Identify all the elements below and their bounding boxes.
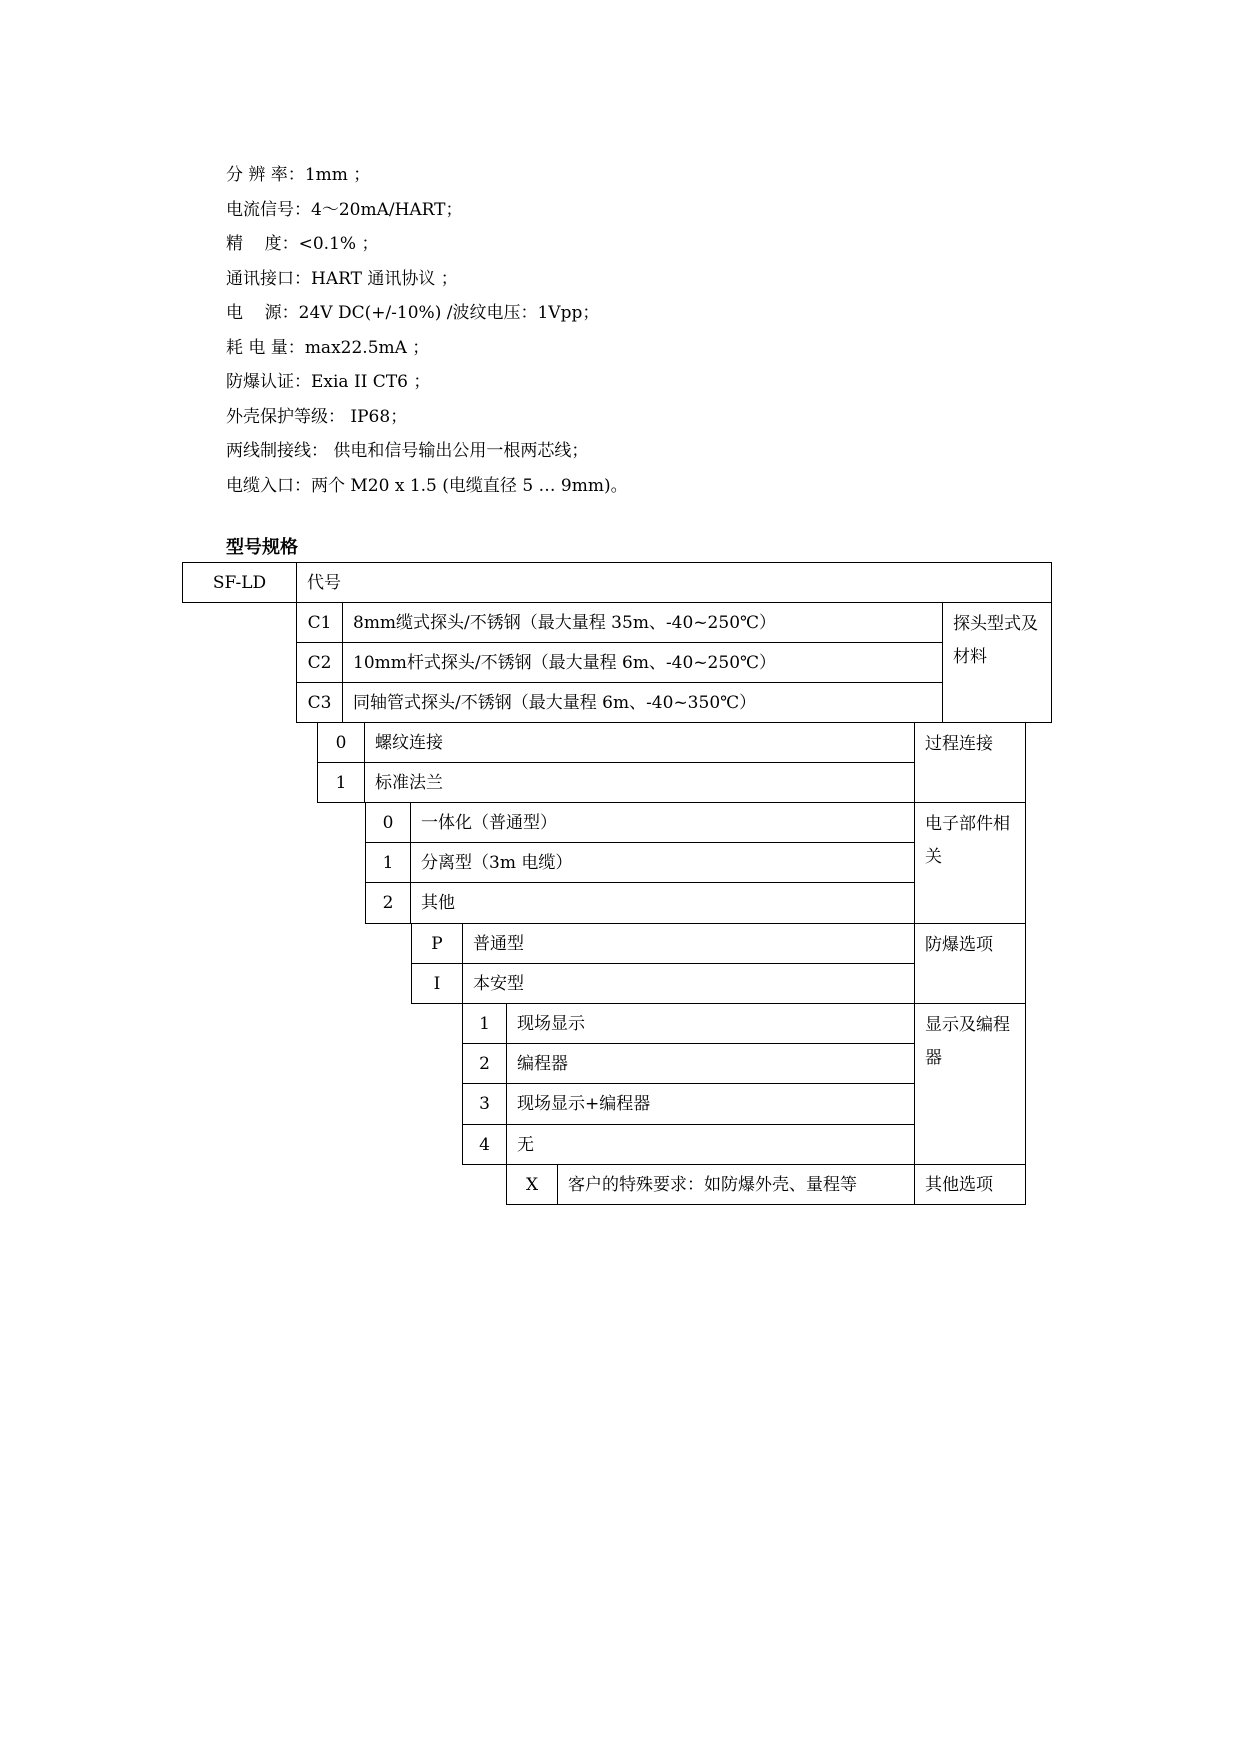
option-text: 同轴管式探头/不锈钢（最大量程 6m、-40~350℃） [342, 682, 943, 723]
option-text: 现场显示+编程器 [506, 1083, 915, 1125]
spec-label: 两线制接线： [226, 441, 328, 461]
spec-label: 分 辨 率： [226, 165, 305, 185]
option-code: 0 [365, 802, 411, 843]
category-cell-display-programmer: 显示及编程器 [914, 1003, 1026, 1165]
option-code: I [411, 963, 463, 1004]
spec-value: max22.5mA ； [304, 337, 430, 358]
spec-value: 供电和信号输出公用一根两芯线； [328, 441, 589, 461]
spec-item [226, 296, 628, 331]
option-text: 分离型（3m 电缆） [410, 842, 915, 883]
option-text: 客户的特殊要求：如防爆外壳、量程等 [557, 1164, 915, 1205]
model-header-cell: 代号 [296, 562, 1052, 603]
spec-label: 通讯接口： [226, 268, 311, 289]
spec-value: 24V DC(+/-10%) /波纹电压：1Vpp； [298, 303, 600, 323]
spec-item [226, 434, 628, 469]
spec-value: HART 通讯协议 ； [311, 268, 458, 289]
option-code: 2 [462, 1043, 507, 1084]
spec-value: Exia II CT6 ； [311, 372, 431, 392]
spec-value: 1mm ； [304, 165, 371, 185]
spec-list [226, 158, 628, 503]
spec-label: 防爆认证： [226, 372, 311, 392]
option-code: 1 [365, 842, 411, 883]
spec-value: 4～20mA/HART； [311, 199, 463, 220]
spec-value: 两个 M20 x 1.5 (电缆直径 5 … 9mm)。 [311, 475, 628, 496]
option-code: 4 [462, 1124, 507, 1165]
option-code: 3 [462, 1083, 507, 1125]
option-code: P [411, 923, 463, 964]
option-text: 本安型 [462, 963, 915, 1004]
spec-item [226, 365, 628, 400]
spec-item [226, 158, 628, 193]
option-text: 普通型 [462, 923, 915, 964]
category-cell-process-connection: 过程连接 [914, 722, 1026, 803]
spec-item [226, 227, 628, 262]
option-code: X [506, 1164, 558, 1205]
option-text: 8mm缆式探头/不锈钢（最大量程 35m、-40~250℃） [342, 602, 943, 643]
option-text: 其他 [410, 882, 915, 924]
option-text: 无 [506, 1124, 915, 1165]
spec-item [226, 469, 628, 504]
option-text: 标准法兰 [364, 762, 915, 803]
option-text: 现场显示 [506, 1003, 915, 1044]
option-code: 0 [317, 722, 365, 763]
category-cell-explosion-protection: 防爆选项 [914, 923, 1026, 1004]
option-text: 一体化（普通型） [410, 802, 915, 843]
spec-item [226, 193, 628, 228]
spec-item [226, 262, 628, 297]
option-code: 1 [462, 1003, 507, 1044]
option-code: C1 [296, 602, 343, 643]
model-code-cell: SF-LD [182, 562, 297, 603]
section-title: 型号规格 [226, 537, 298, 558]
spec-label: 精 度： [226, 234, 299, 254]
spec-label: 耗 电 量： [226, 337, 305, 358]
spec-item [226, 400, 628, 435]
spec-item [226, 331, 628, 366]
option-text: 10mm杆式探头/不锈钢（最大量程 6m、-40~250℃） [342, 642, 943, 683]
option-text: 螺纹连接 [364, 722, 915, 763]
spec-value: <0.1% ； [298, 234, 379, 254]
spec-value: IP68； [345, 406, 408, 427]
option-code: C2 [296, 642, 343, 683]
spec-label: 电 源： [226, 303, 299, 323]
category-cell-other-options: 其他选项 [914, 1164, 1026, 1205]
category-cell-electronics: 电子部件相关 [914, 802, 1026, 924]
option-text: 编程器 [506, 1043, 915, 1084]
spec-label: 电缆入口： [226, 475, 311, 496]
spec-label: 电流信号： [226, 199, 311, 220]
option-code: 1 [317, 762, 365, 803]
spec-label: 外壳保护等级： [226, 406, 345, 427]
category-cell-probe: 探头型式及材料 [942, 602, 1052, 723]
option-code: C3 [296, 682, 343, 723]
option-code: 2 [365, 882, 411, 924]
